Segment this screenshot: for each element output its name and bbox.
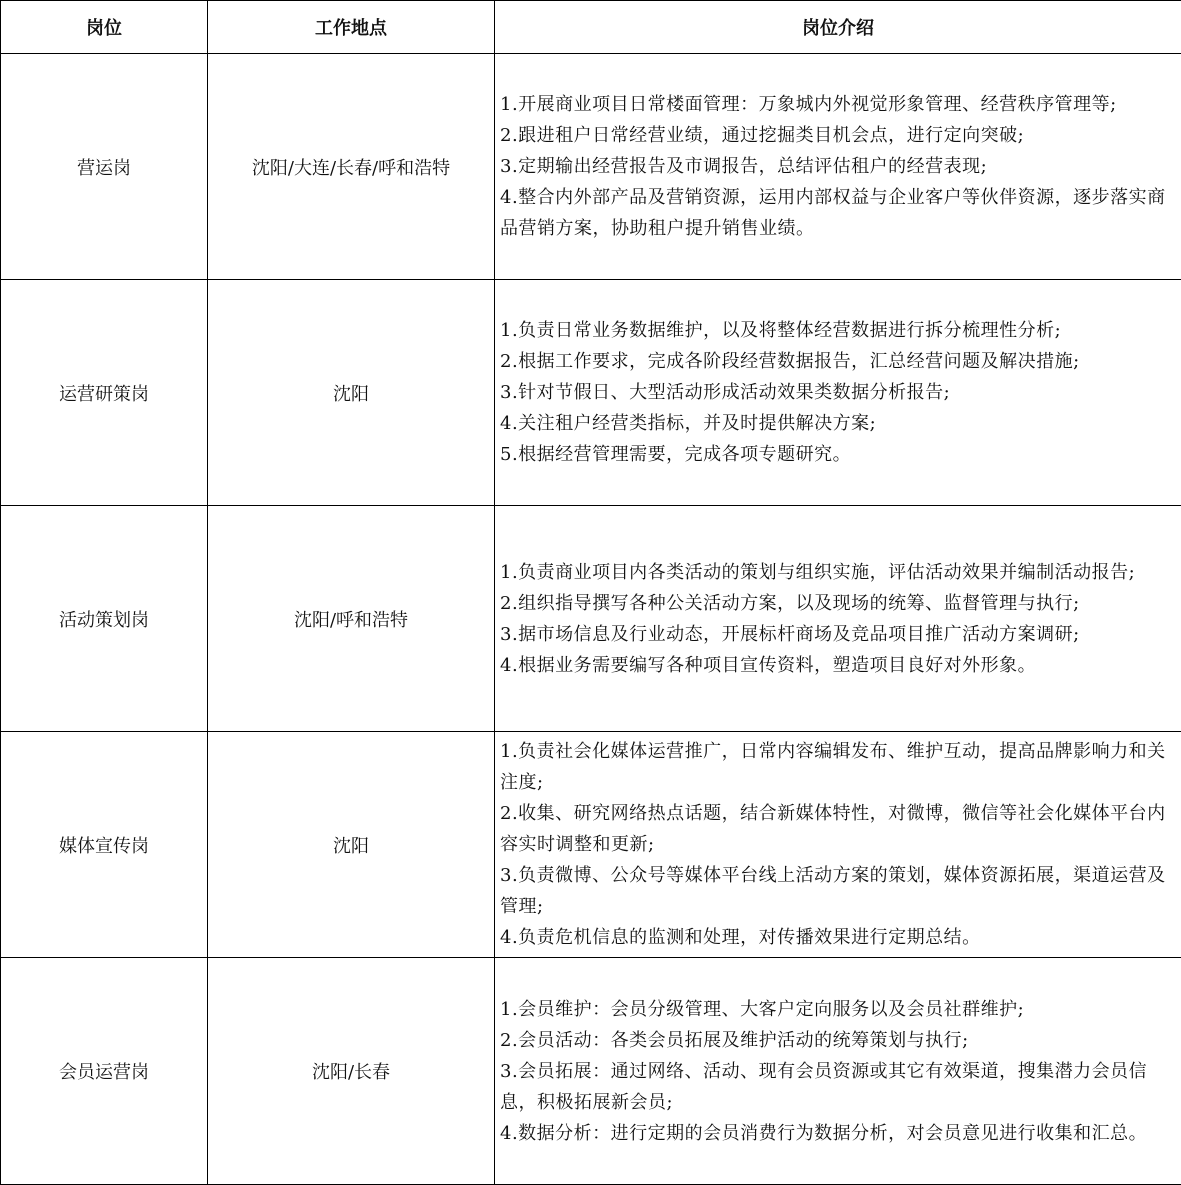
- description-line: 2.根据工作要求，完成各阶段经营数据报告，汇总经营问题及解决措施;: [500, 351, 1080, 372]
- description-line: 3.针对节假日、大型活动形成活动效果类数据分析报告;: [500, 382, 951, 403]
- description-cell: [495, 732, 1181, 958]
- description-line: 3.定期输出经营报告及市调报告，总结评估租户的经营表现;: [500, 156, 988, 177]
- description-line: 2.收集、研究网络热点话题，结合新媒体特性，对微博，微信等社会化媒体平台内容实时调整和更新;: [500, 803, 1166, 855]
- role-cell: 运营研策岗: [1, 280, 208, 506]
- description-cell: [495, 506, 1181, 732]
- table-row: [1, 280, 1181, 506]
- role-cell: 会员运营岗: [1, 958, 208, 1185]
- description-line: 5.根据经营管理需要，完成各项专题研究。: [500, 444, 852, 465]
- header-description: 岗位介绍: [495, 1, 1181, 54]
- description-line: 4.关注租户经营类指标，并及时提供解决方案;: [500, 413, 877, 434]
- location-cell: 沈阳/呼和浩特: [208, 506, 495, 732]
- description-line: 4.数据分析：进行定期的会员消费行为数据分析，对会员意见进行收集和汇总。: [500, 1122, 1148, 1144]
- header-location: 工作地点: [208, 1, 495, 54]
- description-cell: [495, 54, 1181, 280]
- description-line: 1.负责社会化媒体运营推广，日常内容编辑发布、维护互动，提高品牌影响力和关注度;: [500, 741, 1166, 793]
- table-row: [1, 506, 1181, 732]
- description-line: 1.会员维护：会员分级管理、大客户定向服务以及会员社群维护;: [500, 998, 1025, 1020]
- description-line: 2.会员活动：各类会员拓展及维护活动的统筹策划与执行;: [500, 1029, 969, 1051]
- description-line: 1.开展商业项目日常楼面管理：万象城内外视觉形象管理、经营秩序管理等;: [500, 94, 1117, 115]
- description-line: 2.组织指导撰写各种公关活动方案，以及现场的统筹、监督管理与执行;: [500, 592, 1080, 614]
- description-cell: [495, 958, 1181, 1185]
- table-row: [1, 732, 1181, 958]
- description-line: 4.根据业务需要编写各种项目宣传资料，塑造项目良好对外形象。: [500, 654, 1037, 676]
- description-line: 4.负责危机信息的监测和处理，对传播效果进行定期总结。: [500, 927, 981, 948]
- location-cell: 沈阳/长春: [208, 958, 495, 1185]
- header-row: [1, 1, 1181, 54]
- role-cell: 活动策划岗: [1, 506, 208, 732]
- role-cell: 媒体宣传岗: [1, 732, 208, 958]
- description-line: 1.负责日常业务数据维护，以及将整体经营数据进行拆分梳理性分析;: [500, 320, 1062, 341]
- table-row: [1, 54, 1181, 280]
- description-line: 3.负责微博、公众号等媒体平台线上活动方案的策划，媒体资源拓展，渠道运营及管理;: [500, 865, 1166, 917]
- location-cell: 沈阳: [208, 732, 495, 958]
- table-row: [1, 958, 1181, 1185]
- location-cell: 沈阳: [208, 280, 495, 506]
- description-line: 1.负责商业项目内各类活动的策划与组织实施，评估活动效果并编制活动报告;: [500, 561, 1136, 583]
- role-cell: 营运岗: [1, 54, 208, 280]
- description-line: 4.整合内外部产品及营销资源，运用内部权益与企业客户等伙伴资源，逐步落实商品营销方案，协助租户提升销售业绩。: [500, 187, 1166, 239]
- description-line: 2.跟进租户日常经营业绩，通过挖掘类目机会点，进行定向突破;: [500, 125, 1025, 146]
- location-cell: 沈阳/大连/长春/呼和浩特: [208, 54, 495, 280]
- header-role: 岗位: [1, 1, 208, 54]
- description-line: 3.据市场信息及行业动态，开展标杆商场及竞品项目推广活动方案调研;: [500, 623, 1080, 645]
- description-cell: [495, 280, 1181, 506]
- description-line: 3.会员拓展：通过网络、活动、现有会员资源或其它有效渠道，搜集潜力会员信息，积极拓展新会员;: [500, 1060, 1148, 1113]
